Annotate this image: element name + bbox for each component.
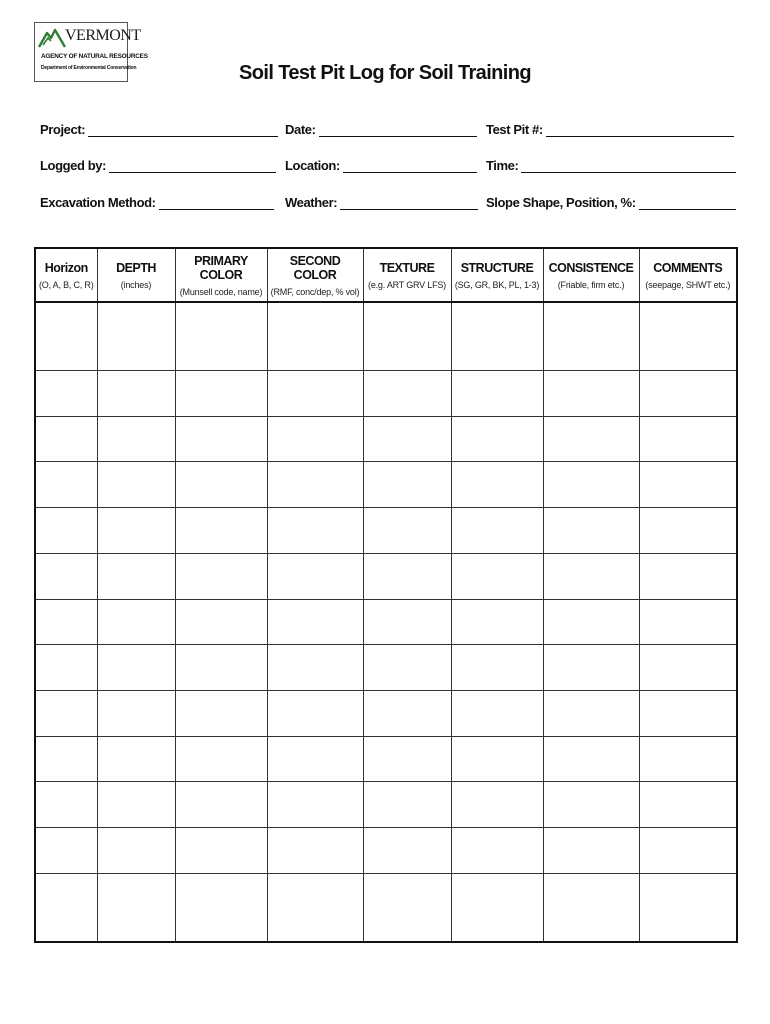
table-cell[interactable] [35, 553, 97, 599]
table-cell[interactable] [543, 599, 639, 645]
table-cell[interactable] [35, 645, 97, 691]
table-cell[interactable] [543, 302, 639, 371]
column-hint: (e.g. ART GRV LFS) [368, 279, 446, 290]
table-cell[interactable] [35, 873, 97, 942]
column-hint: (SG, GR, BK, PL, 1-3) [454, 279, 540, 290]
column-name: STRUCTURE [460, 260, 534, 275]
table-cell[interactable] [639, 416, 737, 462]
column-name: CONSISTENCE [548, 260, 634, 275]
table-cell[interactable] [451, 736, 543, 782]
table-cell[interactable] [543, 828, 639, 874]
table-cell[interactable] [363, 828, 451, 874]
weather-label: Weather: [285, 195, 338, 210]
table-row [35, 690, 737, 736]
table-cell[interactable] [363, 873, 451, 942]
table-cell[interactable] [451, 462, 543, 508]
table-row [35, 828, 737, 874]
table-cell[interactable] [35, 828, 97, 874]
table-cell[interactable] [97, 782, 175, 828]
table-cell[interactable] [35, 508, 97, 554]
table-cell[interactable] [267, 462, 363, 508]
table-cell[interactable] [451, 645, 543, 691]
table-cell[interactable] [543, 553, 639, 599]
location-field[interactable] [285, 158, 477, 173]
table-cell[interactable] [451, 371, 543, 417]
table-cell[interactable] [175, 645, 267, 691]
table-cell[interactable] [451, 508, 543, 554]
table-cell[interactable] [267, 736, 363, 782]
column-name: Horizon [44, 260, 88, 275]
table-cell[interactable] [543, 416, 639, 462]
table-cell[interactable] [639, 736, 737, 782]
table-cell[interactable] [97, 690, 175, 736]
column-header-horizon [35, 248, 97, 302]
table-cell[interactable] [97, 736, 175, 782]
table-row [35, 782, 737, 828]
table-cell[interactable] [363, 782, 451, 828]
logo-department: Department of Environmental Conservation [41, 65, 137, 71]
table-cell[interactable] [97, 302, 175, 371]
table-cell[interactable] [363, 416, 451, 462]
table-cell[interactable] [97, 599, 175, 645]
table-cell[interactable] [639, 371, 737, 417]
table-row [35, 302, 737, 371]
table-cell[interactable] [97, 645, 175, 691]
table-cell[interactable] [543, 873, 639, 942]
column-hint: (RMF, conc/dep, % vol) [270, 286, 360, 297]
table-row [35, 873, 737, 942]
table-row [35, 736, 737, 782]
table-cell[interactable] [363, 736, 451, 782]
test-pit-line[interactable] [546, 122, 734, 137]
date-label: Date: [285, 122, 316, 137]
logged-by-line[interactable] [109, 158, 276, 173]
table-cell[interactable] [97, 553, 175, 599]
table-cell[interactable] [35, 782, 97, 828]
table-cell[interactable] [543, 371, 639, 417]
table-cell[interactable] [543, 690, 639, 736]
table-cell[interactable] [35, 302, 97, 371]
table-cell[interactable] [363, 371, 451, 417]
table-cell[interactable] [639, 302, 737, 371]
test-pit-field[interactable] [486, 122, 734, 137]
column-hint: (inches) [120, 279, 152, 290]
column-name: PRIMARY COLOR [194, 253, 248, 282]
column-header-comments [639, 248, 737, 302]
time-label: Time: [486, 158, 519, 173]
table-cell[interactable] [543, 736, 639, 782]
table-cell[interactable] [35, 736, 97, 782]
table-cell[interactable] [363, 645, 451, 691]
table-row [35, 508, 737, 554]
mountain-icon [38, 27, 66, 49]
logged-by-label: Logged by: [40, 158, 107, 173]
column-header-depth [97, 248, 175, 302]
logo-agency: AGENCY OF NATURAL RESOURCES [41, 53, 148, 60]
table-cell[interactable] [175, 782, 267, 828]
soil-log-table [34, 247, 738, 943]
table-cell[interactable] [267, 508, 363, 554]
table-row [35, 599, 737, 645]
table-cell[interactable] [543, 462, 639, 508]
date-line[interactable] [319, 122, 477, 137]
weather-field[interactable] [285, 195, 478, 210]
excavation-method-field[interactable] [40, 195, 274, 210]
table-body [35, 302, 737, 942]
column-hint: (Munsell code, name) [179, 286, 263, 297]
location-line[interactable] [343, 158, 477, 173]
logged-by-field[interactable] [40, 158, 276, 173]
table-cell[interactable] [35, 462, 97, 508]
table-cell[interactable] [639, 645, 737, 691]
slope-shape-line[interactable] [639, 195, 736, 210]
project-line[interactable] [88, 122, 278, 137]
table-row [35, 416, 737, 462]
table-cell[interactable] [97, 873, 175, 942]
table-row [35, 645, 737, 691]
table-cell[interactable] [451, 873, 543, 942]
table-cell[interactable] [639, 553, 737, 599]
column-name: DEPTH [116, 260, 156, 275]
column-header-consistence [543, 248, 639, 302]
table-cell[interactable] [267, 828, 363, 874]
table-cell[interactable] [175, 828, 267, 874]
project-label: Project: [40, 122, 86, 137]
table-cell[interactable] [639, 690, 737, 736]
table-cell[interactable] [267, 645, 363, 691]
slope-shape-field[interactable] [486, 195, 736, 210]
column-hint: (O, A, B, C, R) [38, 279, 94, 290]
table-cell[interactable] [35, 371, 97, 417]
logo-name: VERMONT [65, 27, 141, 44]
column-name: TEXTURE [379, 260, 435, 275]
table-cell[interactable] [451, 690, 543, 736]
table-cell[interactable] [639, 782, 737, 828]
table-row [35, 371, 737, 417]
table-cell[interactable] [363, 599, 451, 645]
table-cell[interactable] [639, 873, 737, 942]
table-cell[interactable] [543, 508, 639, 554]
table-cell[interactable] [363, 508, 451, 554]
table-cell[interactable] [175, 416, 267, 462]
table-cell[interactable] [267, 416, 363, 462]
table-cell[interactable] [35, 690, 97, 736]
table-row [35, 553, 737, 599]
date-field[interactable] [285, 122, 477, 137]
table-cell[interactable] [363, 302, 451, 371]
table-cell[interactable] [97, 416, 175, 462]
table-cell[interactable] [97, 828, 175, 874]
table-header-row [35, 248, 737, 302]
table-cell[interactable] [267, 302, 363, 371]
table-cell[interactable] [267, 690, 363, 736]
table-row [35, 462, 737, 508]
table-cell[interactable] [363, 462, 451, 508]
table-cell[interactable] [543, 645, 639, 691]
table-cell[interactable] [639, 508, 737, 554]
table-cell[interactable] [451, 416, 543, 462]
table-cell[interactable] [175, 302, 267, 371]
table-cell[interactable] [451, 828, 543, 874]
table-cell[interactable] [267, 782, 363, 828]
table-cell[interactable] [97, 508, 175, 554]
table-cell[interactable] [175, 690, 267, 736]
table-cell[interactable] [175, 736, 267, 782]
slope-shape-label: Slope Shape, Position, %: [486, 195, 636, 210]
table-cell[interactable] [363, 553, 451, 599]
table-cell[interactable] [35, 599, 97, 645]
column-name: SECOND COLOR [289, 253, 341, 282]
time-field[interactable] [486, 158, 736, 173]
table-cell[interactable] [175, 873, 267, 942]
page-title: Soil Test Pit Log for Soil Training [239, 62, 531, 84]
table-cell[interactable] [267, 873, 363, 942]
column-header-primary-color [175, 248, 267, 302]
excavation-method-label: Excavation Method: [40, 195, 156, 210]
table-cell[interactable] [639, 828, 737, 874]
table-cell[interactable] [639, 462, 737, 508]
table-cell[interactable] [175, 553, 267, 599]
project-field[interactable] [40, 122, 278, 137]
table-cell[interactable] [175, 508, 267, 554]
table-cell[interactable] [175, 371, 267, 417]
table-cell[interactable] [451, 782, 543, 828]
weather-line[interactable] [340, 195, 478, 210]
column-header-structure [451, 248, 543, 302]
table-cell[interactable] [267, 553, 363, 599]
table-cell[interactable] [267, 599, 363, 645]
table-cell[interactable] [451, 553, 543, 599]
table-cell[interactable] [175, 599, 267, 645]
table-cell[interactable] [639, 599, 737, 645]
column-header-texture [363, 248, 451, 302]
table-cell[interactable] [363, 690, 451, 736]
table-cell[interactable] [97, 371, 175, 417]
table-cell[interactable] [451, 302, 543, 371]
table-cell[interactable] [543, 782, 639, 828]
column-header-second-color [267, 248, 363, 302]
excavation-method-line[interactable] [159, 195, 274, 210]
column-name: COMMENTS [653, 260, 723, 275]
table-cell[interactable] [35, 416, 97, 462]
column-hint: (Friable, firm etc.) [557, 279, 625, 290]
location-label: Location: [285, 158, 340, 173]
table-cell[interactable] [267, 371, 363, 417]
table-cell[interactable] [451, 599, 543, 645]
test-pit-label: Test Pit #: [486, 122, 543, 137]
table-cell[interactable] [97, 462, 175, 508]
time-line[interactable] [521, 158, 736, 173]
table-cell[interactable] [175, 462, 267, 508]
column-hint: (seepage, SHWT etc.) [645, 279, 731, 290]
